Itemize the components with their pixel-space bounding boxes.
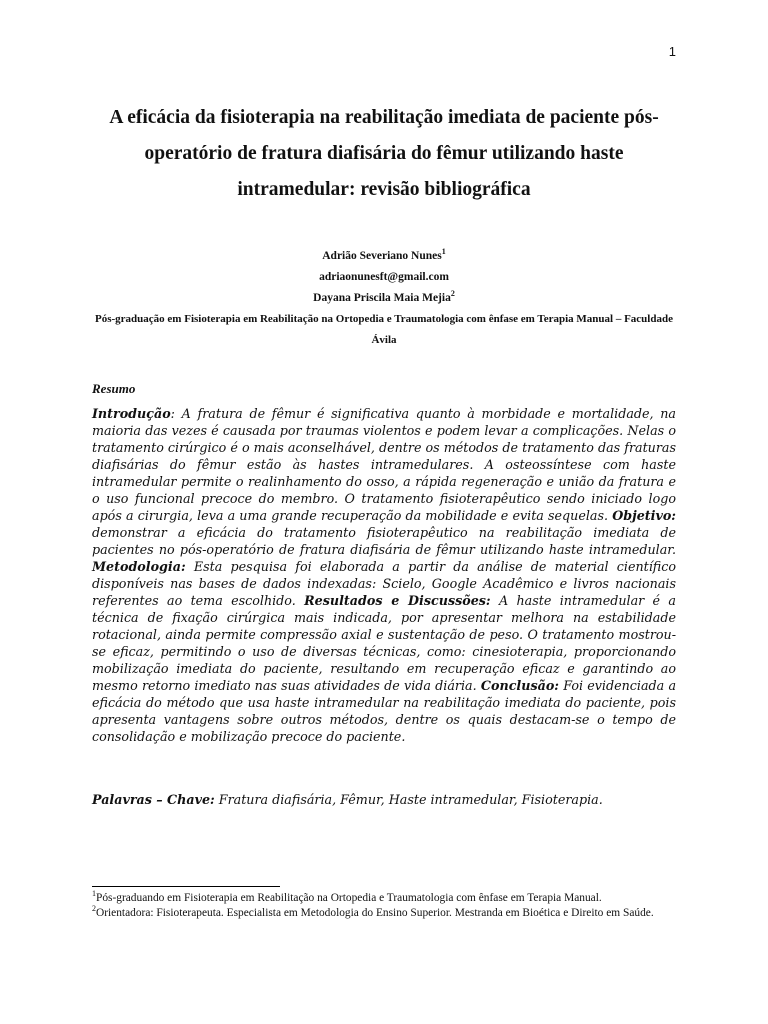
keywords bbox=[92, 791, 676, 808]
abstract-body bbox=[92, 405, 676, 745]
author-name-text: Adrião Severiano Nunes bbox=[322, 250, 442, 262]
page-number: 1 bbox=[668, 44, 676, 59]
footnote-mark: 2 bbox=[92, 903, 96, 913]
abstract-heading: Resumo bbox=[92, 381, 136, 396]
keywords-label: Palavras – Chave: bbox=[92, 792, 215, 807]
results-text: A haste intramedular é a técnica de fixação cirúrgica mais indicada, por apresentar melhora na estabilidade rotacional, ainda permite compressão axial e sustentação de peso. O tratamento mostrou-se eficaz, permitindo o uso de diversas técnicas, como: cinesioterapia, proporcionando mobilização imediata do paciente, resultando em recuperação eficaz e garantindo ao mesmo retorno imediato nas suas atividades de vida diária. bbox=[92, 593, 676, 693]
author-email: adriaonunesft@gmail.com bbox=[319, 271, 449, 283]
objective-label: Objetivo: bbox=[612, 508, 676, 523]
objective-text: demonstrar a eficácia do tratamento fisioterapêutico na reabilitação imediata de pacientes no pós-operatório de fratura diafisária de fêmur utilizando haste intramedular. bbox=[92, 525, 676, 557]
footnote-1 bbox=[92, 891, 682, 906]
methodology-label: Metodologia: bbox=[92, 559, 186, 574]
footnote-2 bbox=[92, 903, 682, 921]
footnote-mark: 1 bbox=[92, 889, 96, 899]
author-block bbox=[92, 246, 676, 351]
affiliation: Pós-graduação em Fisioterapia em Reabilitação na Ortopedia e Traumatologia com ênfase em Terapia Manual – Faculdade Ávila bbox=[95, 313, 673, 346]
conclusion-label: Conclusão: bbox=[480, 678, 559, 693]
intro-label: Introdução bbox=[92, 406, 171, 421]
footnote-text: Orientadora: Fisioterapeuta. Especialista em Metodologia do Ensino Superior. Mestranda em Bioética e Direito em Saúde. bbox=[96, 906, 654, 919]
advisor-footnote-mark: 2 bbox=[450, 289, 455, 299]
footnote-divider bbox=[92, 886, 280, 887]
author-name bbox=[92, 246, 676, 267]
paper-title: A eficácia da fisioterapia na reabilitação imediata de paciente pós-operatório de fratura diafisária do fêmur utilizando haste intramedular: revisão bibliográfica bbox=[109, 107, 659, 200]
keywords-text: Fratura diafisária, Fêmur, Haste intramedular, Fisioterapia. bbox=[214, 792, 603, 807]
author-footnote-mark: 1 bbox=[441, 247, 446, 257]
advisor-name-text: Dayana Priscila Maia Mejia bbox=[313, 292, 451, 304]
methodology-text: Esta pesquisa foi elaborada a partir da análise de material científico disponíveis nas bases de dados indexadas: Scielo, Google Acadêmico e livros nacionais referentes ao tema escolhido. bbox=[92, 559, 676, 608]
intro-text: : A fratura de fêmur é significativa quanto à morbidade e mortalidade, na maioria das vezes é causada por traumas violentos e podem levar a complicações. Nelas o tratamento cirúrgico é o mais aconselhável, dentre os métodos de tratamento das fraturas diafisárias do fêmur estão às hastes intramedulares. A osteossíntese com haste intramedular permite o realinhamento do osso, a rápida regeneração e união da fratura e o uso funcional precoce do membro. O tratamento fisioterapêutico sendo iniciado logo após a cirurgia, leva a uma grande recuperação da mobilidade e evita sequelas. bbox=[92, 406, 676, 523]
footnote-text: Pós-graduando em Fisioterapia em Reabilitação na Ortopedia e Traumatologia com ênfase em Terapia Manual. bbox=[96, 892, 602, 904]
advisor-name bbox=[92, 288, 676, 309]
footnotes bbox=[92, 891, 682, 920]
conclusion-text: Foi evidenciada a eficácia do método que usa haste intramedular na reabilitação imediata do paciente, pois apresenta vantagens sobre outros métodos, dentre os quais destacam-se o tempo de consolidação e mobilização precoce do paciente. bbox=[92, 678, 677, 744]
results-label: Resultados e Discussões: bbox=[304, 593, 491, 608]
